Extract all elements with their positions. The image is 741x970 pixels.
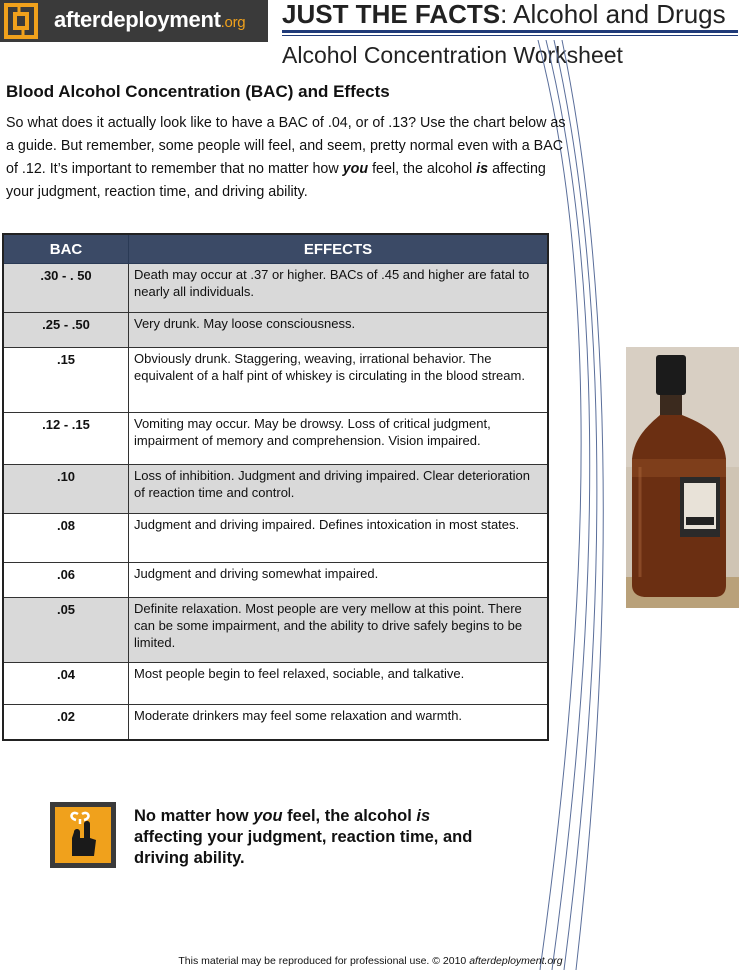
effect-text: Judgment and driving somewhat impaired. — [129, 563, 549, 598]
table-header-row — [3, 234, 548, 264]
effect-text: Moderate drinkers may feel some relaxation and warmth. — [129, 705, 549, 740]
logo-wordmark — [54, 7, 245, 33]
table-row — [3, 465, 548, 514]
callout-text-1: No matter how — [134, 807, 254, 825]
callout-text-2: feel, the alcohol — [282, 807, 417, 825]
table-row — [3, 514, 548, 563]
section-heading: Blood Alcohol Concentration (BAC) and Effects — [6, 82, 390, 101]
callout-emphasis-you: you — [253, 807, 283, 825]
intro-text-2: feel, the alcohol — [368, 161, 477, 177]
intro-text-1: So what does it actually look like to have a BAC of .04, or of .13? Use the chart below as a guide. But remember, some people will feel, and seem, pretty normal even with a BAC of .12. It’s important to remember that no matter how — [6, 115, 566, 177]
page-title-rest: : Alcohol and Drugs — [500, 0, 726, 29]
callout-message — [134, 806, 474, 869]
effect-text: Loss of inhibition. Judgment and driving impaired. Clear deterioration of reaction time and control. — [129, 465, 549, 514]
intro-text-3: affecting your judgment, reaction time, and driving ability. — [6, 161, 546, 200]
table-row — [3, 413, 548, 465]
header-divider — [282, 30, 738, 33]
logo-mark-icon — [4, 3, 38, 39]
page-title — [282, 0, 726, 30]
brand-logo[interactable] — [0, 0, 268, 42]
callout-emphasis-is: is — [416, 807, 431, 825]
finger-reminder-icon — [50, 802, 116, 868]
effect-text: Most people begin to feel relaxed, sociable, and talkative. — [129, 663, 549, 705]
bac-value: .06 — [3, 563, 129, 598]
column-header-bac: BAC — [3, 234, 129, 264]
effect-text: Obviously drunk. Staggering, weaving, irrational behavior. The equivalent of a half pint of whiskey is circulating in the blood stream. — [129, 348, 549, 413]
bac-value: .02 — [3, 705, 129, 740]
callout-text-3: affecting your judgment, reaction time, and driving ability. — [134, 828, 473, 867]
table-row — [3, 313, 548, 348]
page-title-bold: JUST THE FACTS — [282, 0, 501, 29]
bac-value: .08 — [3, 514, 129, 563]
bac-effects-table — [2, 233, 549, 741]
intro-paragraph — [6, 112, 566, 204]
bac-value: .10 — [3, 465, 129, 514]
effect-text: Very drunk. May loose consciousness. — [129, 313, 549, 348]
column-header-effects: EFFECTS — [129, 234, 549, 264]
table-row — [3, 598, 548, 663]
table-row — [3, 563, 548, 598]
effect-text: Definite relaxation. Most people are very mellow at this point. There can be some impairment, and the ability to drive safely begins to be limited. — [129, 598, 549, 663]
bac-value: .05 — [3, 598, 129, 663]
bac-value: .30 - . 50 — [3, 264, 129, 313]
intro-emphasis-is: is — [476, 161, 489, 177]
footer-text: This material may be reproduced for professional use. © 2010 — [178, 955, 470, 967]
bac-value: .15 — [3, 348, 129, 413]
logo-after: after — [54, 7, 101, 32]
table-row — [3, 264, 548, 313]
intro-emphasis-you: you — [342, 161, 369, 177]
effect-text: Vomiting may occur. May be drowsy. Loss of critical judgment, impairment of memory and comprehension. Vision impaired. — [129, 413, 549, 465]
bac-value: .04 — [3, 663, 129, 705]
table-row — [3, 705, 548, 740]
effect-text: Judgment and driving impaired. Defines intoxication in most states. — [129, 514, 549, 563]
bac-value: .25 - .50 — [3, 313, 129, 348]
whiskey-bottle-image — [626, 347, 739, 608]
logo-deployment: deployment — [100, 7, 221, 32]
page-subtitle: Alcohol Concentration Worksheet — [282, 42, 623, 68]
table-row — [3, 348, 548, 413]
logo-org: .org — [220, 14, 246, 31]
table-row — [3, 663, 548, 705]
footer — [0, 955, 741, 967]
footer-site-link[interactable]: afterdeployment.org — [469, 955, 563, 967]
header-divider-thin — [282, 35, 738, 36]
bac-value: .12 - .15 — [3, 413, 129, 465]
effect-text: Death may occur at .37 or higher. BACs of .45 and higher are fatal to nearly all individuals. — [129, 264, 549, 313]
